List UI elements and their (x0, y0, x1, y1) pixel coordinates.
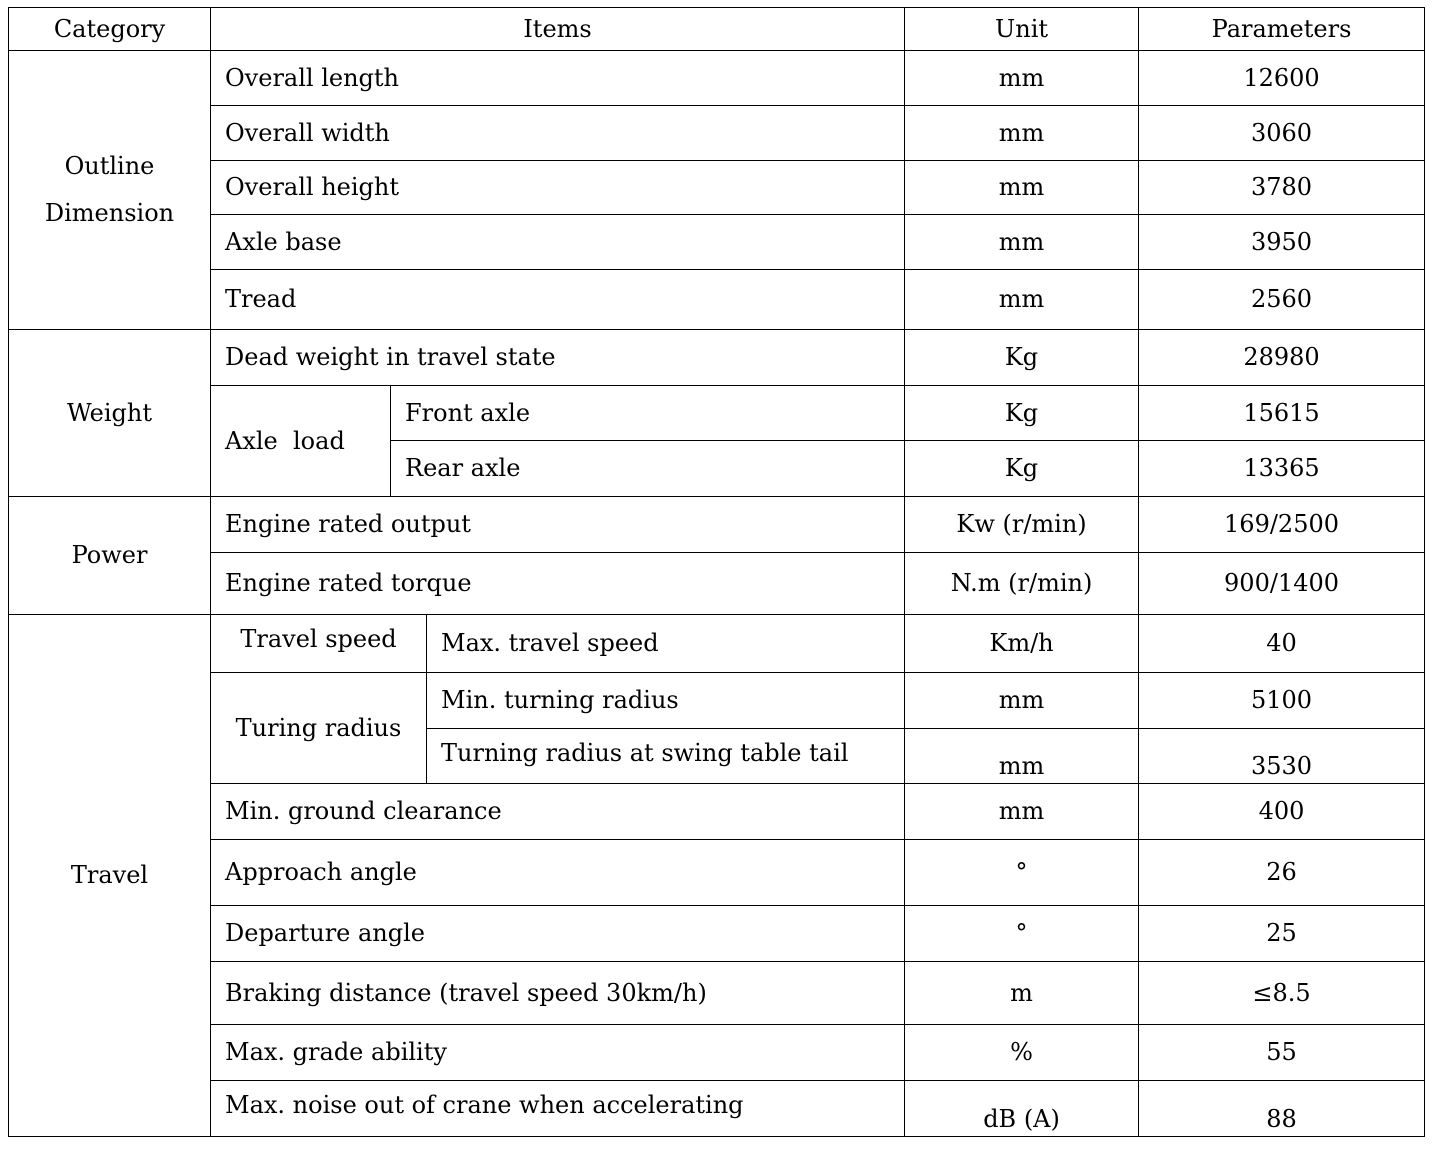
item-cell: Front axle (391, 386, 905, 441)
unit-cell: m (905, 962, 1139, 1025)
header-category: Category (9, 8, 211, 51)
unit-cell: N.m (r/min) (905, 553, 1139, 615)
unit-cell: Kg (905, 386, 1139, 441)
value-cell: 12600 (1139, 51, 1425, 106)
unit-cell: dB (A) (905, 1081, 1139, 1137)
item-cell: Overall length (211, 51, 905, 106)
value-cell: 3060 (1139, 106, 1425, 161)
unit-cell: % (905, 1025, 1139, 1081)
item-cell: Overall width (211, 106, 905, 161)
category-travel: Travel (9, 615, 211, 1137)
item-cell: Min. ground clearance (211, 784, 905, 840)
value-cell: 28980 (1139, 330, 1425, 386)
table-row (9, 784, 1425, 840)
value-cell: 15615 (1139, 386, 1425, 441)
category-power: Power (9, 497, 211, 615)
table-row (9, 1025, 1425, 1081)
table-row (9, 1081, 1425, 1137)
table-row (9, 106, 1425, 161)
unit-cell: mm (905, 673, 1139, 729)
item-cell: Max. travel speed (427, 615, 905, 673)
category-outline-dimension (9, 51, 211, 330)
unit-cell: ° (905, 906, 1139, 962)
value-cell: 13365 (1139, 441, 1425, 497)
item-cell: Engine rated output (211, 497, 905, 553)
value-cell: 2560 (1139, 270, 1425, 330)
header-parameters: Parameters (1139, 8, 1425, 51)
turning-radius-group: Turing radius (211, 673, 427, 784)
category-label: Dimension (44, 199, 175, 227)
table-row (9, 161, 1425, 215)
unit-cell: mm (905, 729, 1139, 784)
item-cell: Engine rated torque (211, 553, 905, 615)
value-cell: 400 (1139, 784, 1425, 840)
table-row (9, 962, 1425, 1025)
value-cell: 5100 (1139, 673, 1425, 729)
table-row (9, 553, 1425, 615)
travel-speed-group: Travel speed (211, 615, 427, 673)
value-cell: 55 (1139, 1025, 1425, 1081)
value-cell: ≤8.5 (1139, 962, 1425, 1025)
item-cell: Max. grade ability (211, 1025, 905, 1081)
value-cell: 3780 (1139, 161, 1425, 215)
value-cell: 25 (1139, 906, 1425, 962)
item-cell: Overall height (211, 161, 905, 215)
item-cell: Rear axle (391, 441, 905, 497)
item-cell: Turning radius at swing table tail (427, 729, 905, 784)
unit-cell: mm (905, 270, 1139, 330)
unit-cell: Kg (905, 441, 1139, 497)
value-cell: 26 (1139, 840, 1425, 906)
table-row (9, 615, 1425, 673)
item-cell: Tread (211, 270, 905, 330)
table-row (9, 906, 1425, 962)
value-cell: 3530 (1139, 729, 1425, 784)
header-items: Items (211, 8, 905, 51)
item-cell: Departure angle (211, 906, 905, 962)
header-unit: Unit (905, 8, 1139, 51)
item-cell: Braking distance (travel speed 30km/h) (211, 962, 905, 1025)
item-cell: Max. noise out of crane when accelerating (211, 1081, 905, 1137)
item-cell: Min. turning radius (427, 673, 905, 729)
category-weight: Weight (9, 330, 211, 497)
item-cell: Dead weight in travel state (211, 330, 905, 386)
item-cell: Axle base (211, 215, 905, 270)
table-row (9, 497, 1425, 553)
value-cell: 900/1400 (1139, 553, 1425, 615)
table-row (9, 215, 1425, 270)
unit-cell: Kw (r/min) (905, 497, 1139, 553)
unit-cell: mm (905, 784, 1139, 840)
unit-cell: ° (905, 840, 1139, 906)
header-row (9, 8, 1425, 51)
value-cell: 3950 (1139, 215, 1425, 270)
table-row (9, 840, 1425, 906)
table-row (9, 386, 1425, 441)
unit-cell: Km/h (905, 615, 1139, 673)
unit-cell: mm (905, 215, 1139, 270)
table-row (9, 270, 1425, 330)
unit-cell: mm (905, 161, 1139, 215)
axle-load-group: Axle load (211, 386, 391, 497)
unit-cell: mm (905, 51, 1139, 106)
value-cell: 40 (1139, 615, 1425, 673)
item-cell: Approach angle (211, 840, 905, 906)
table-row (9, 330, 1425, 386)
unit-cell: Kg (905, 330, 1139, 386)
specification-table (8, 7, 1425, 1137)
table-row (9, 51, 1425, 106)
category-label: Outline (64, 152, 155, 181)
value-cell: 88 (1139, 1081, 1425, 1137)
value-cell: 169/2500 (1139, 497, 1425, 553)
table-row (9, 673, 1425, 729)
unit-cell: mm (905, 106, 1139, 161)
